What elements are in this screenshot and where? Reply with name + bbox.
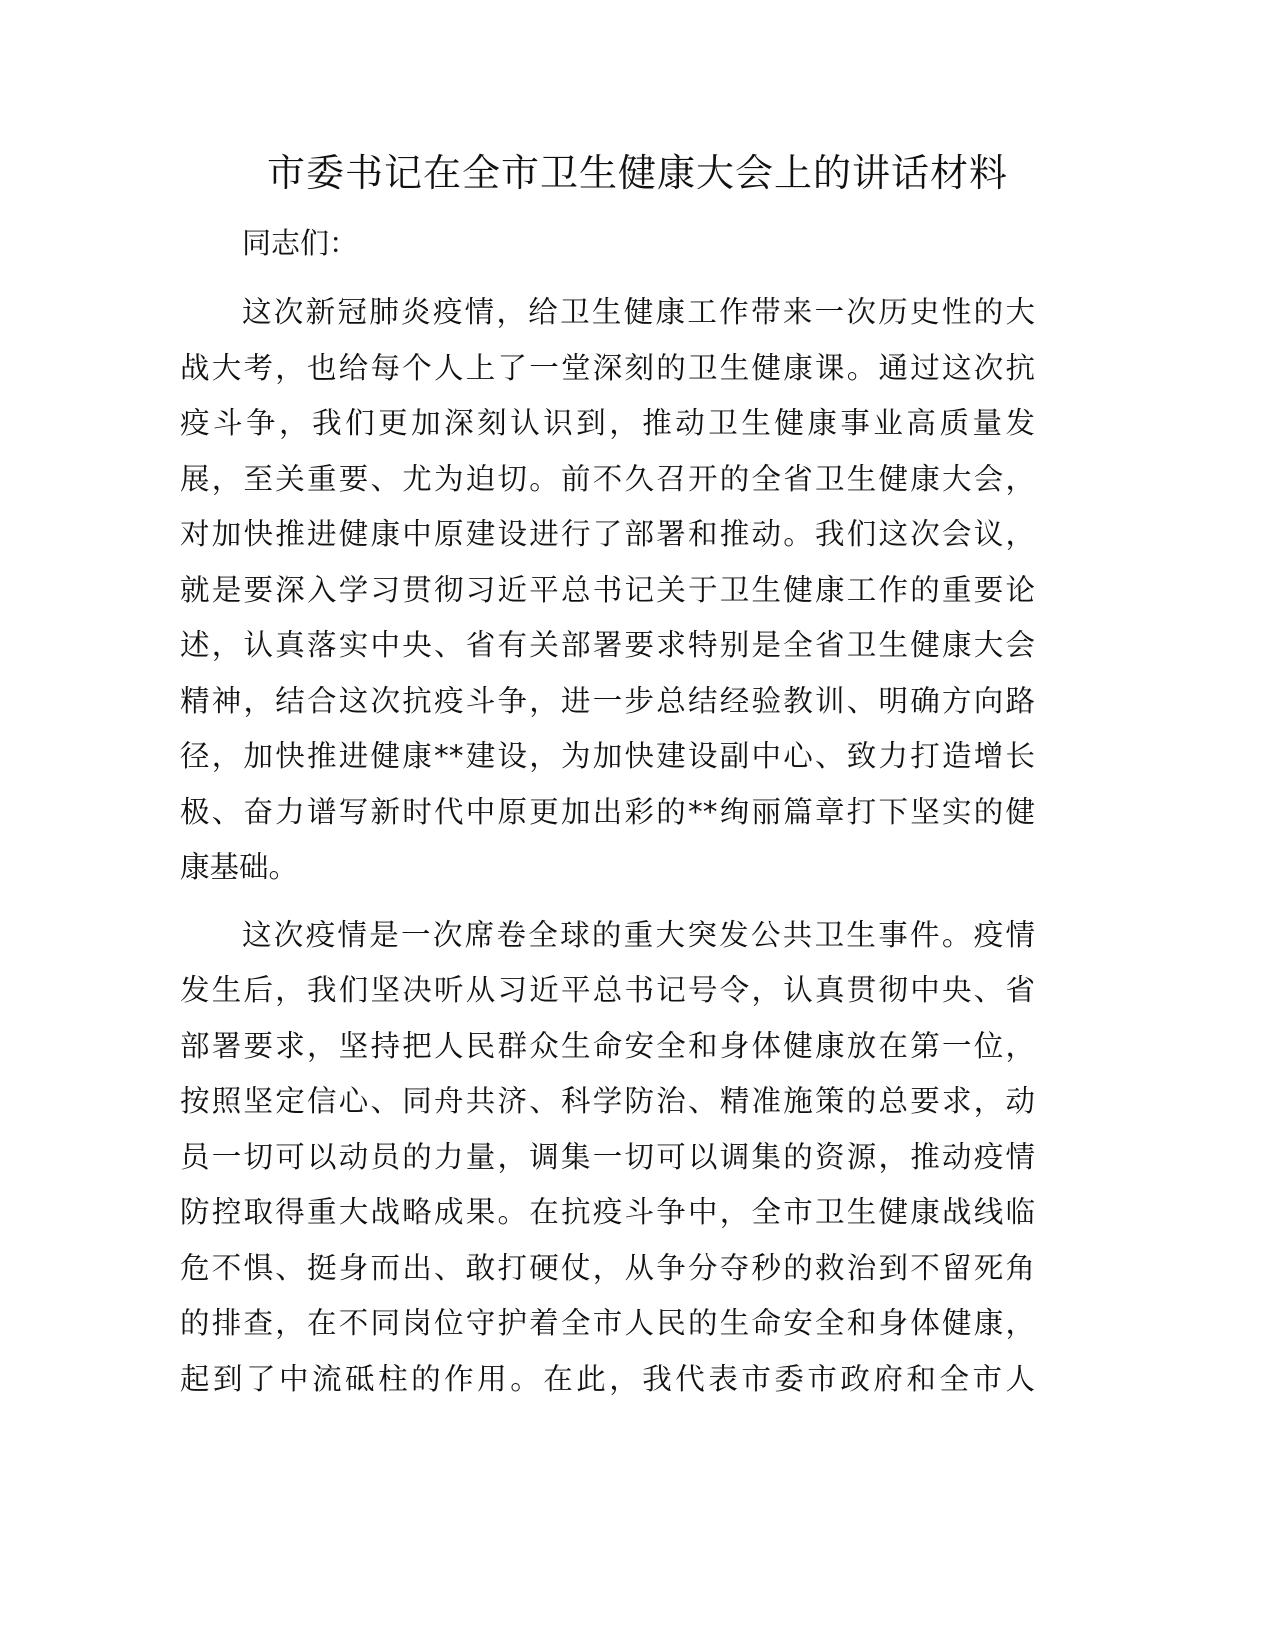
paragraph-line: 员一切可以动员的力量，调集一切可以调集的资源，推动疫情	[180, 1139, 1035, 1174]
greeting: 同志们：	[242, 226, 359, 260]
paragraph-line: 部署要求，坚持把人民群众生命安全和身体健康放在第一位，	[180, 1028, 1035, 1063]
paragraph	[180, 908, 1035, 1408]
paragraph	[180, 285, 1035, 896]
paragraph-line: 径，加快推进健康**建设，为加快建设副中心、致力打造增长	[180, 739, 1035, 773]
paragraph-line: 展，至关重要、尤为迫切。前不久召开的全省卫生健康大会，	[180, 461, 1035, 496]
paragraph-line: 康基础。	[180, 850, 299, 884]
paragraph-line: 的排查，在不同岗位守护着全市人民的生命安全和身体健康，	[180, 1306, 1035, 1340]
document-body	[180, 285, 1035, 1419]
paragraph-line: 防控取得重大战略成果。在抗疫斗争中，全市卫生健康战线临	[180, 1195, 1035, 1229]
paragraph-line: 这次新冠肺炎疫情，给卫生健康工作带来一次历史性的大	[242, 295, 1035, 329]
paragraph-line: 就是要深入学习贯彻习近平总书记关于卫生健康工作的重要论	[180, 572, 1035, 607]
paragraph-line: 这次疫情是一次席卷全球的重大突发公共卫生事件。疫情	[242, 917, 1035, 952]
paragraph-line: 危不惧、挺身而出、敢打硬仗，从争分夺秒的救治到不留死角	[180, 1250, 1035, 1285]
paragraph-line: 按照坚定信心、同舟共济、科学防治、精准施策的总要求，动	[180, 1084, 1035, 1118]
paragraph-line: 起到了中流砥柱的作用。在此，我代表市委市政府和全市人	[180, 1361, 1035, 1396]
paragraph-line: 战大考，也给每个人上了一堂深刻的卫生健康课。通过这次抗	[180, 350, 1035, 385]
document-title: 市委书记在全市卫生健康大会上的讲话材料	[266, 151, 1008, 195]
paragraph-line: 疫斗争，我们更加深刻认识到，推动卫生健康事业高质量发	[180, 406, 1035, 440]
paragraph-line: 对加快推进健康中原建设进行了部署和推动。我们这次会议，	[180, 517, 1035, 551]
paragraph-line: 述，认真落实中央、省有关部署要求特别是全省卫生健康大会	[180, 628, 1035, 662]
paragraph-line: 精神，结合这次抗疫斗争，进一步总结经验教训、明确方向路	[180, 683, 1035, 718]
paragraph-line: 极、奋力谱写新时代中原更加出彩的**绚丽篇章打下坚实的健	[180, 794, 1035, 829]
paragraph-line: 发生后，我们坚决听从习近平总书记号令，认真贯彻中央、省	[180, 973, 1035, 1007]
